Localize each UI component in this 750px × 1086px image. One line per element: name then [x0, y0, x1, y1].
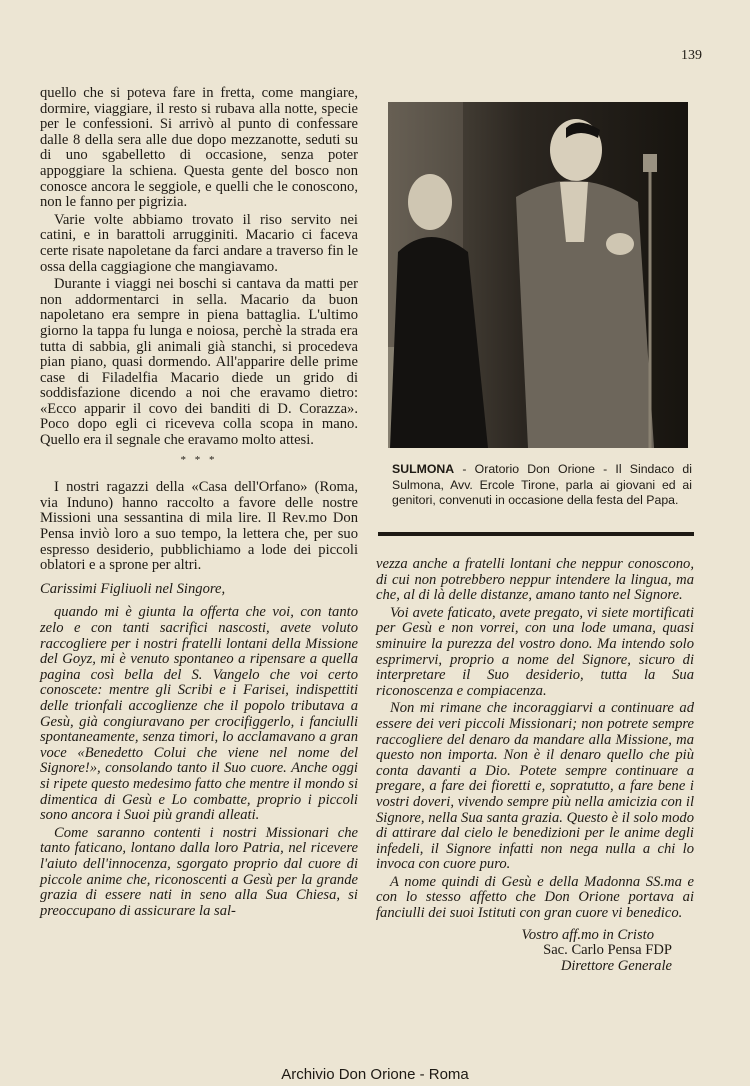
page-number: 139 [681, 48, 702, 63]
photo-caption [392, 462, 692, 509]
paragraph: Varie volte abbiamo trovato il riso servito nei catini, e in barattoli arrugginiti. Macario ci faceva certe risate napoletane da farci andare a traverso fin le ossa della caggiagione che mangiavamo. [40, 211, 358, 275]
left-column [40, 86, 358, 919]
right-column [376, 557, 694, 974]
letter-closing: Vostro aff.mo in Cristo [521, 926, 654, 943]
section-separator: * * * [180, 453, 218, 466]
letter-paragraph: quando mi è giunta la offerta che voi, con tanto zelo e con tanti sacrifici nascosti, avete voluto raccogliere per i nostri fratelli lontani della Missione del Goyz, mi è venuto spontaneo a ripensare a quella pagina così bella del S. Vangelo che voi certo conoscete: mentre gli Scribi e i Farisei, indispettiti delle trionfali accoglienze che il popolo tributava a Gesù, già congiuravano per crocifiggerlo, i fanciulli spontaneamente, senza timori, lo acclamavano a gran voce «Benedetto Colui che viene nel nome del Signore!», consolando tanto il Suo cuore. Anche oggi si ripete questo medesimo fatto che mentre il mondo si dimentica di Gesù e Lo combatte, proprio i piccoli sono ancora i Suoi più grandi alleati. [40, 604, 358, 824]
paragraph: quello che si poteva fare in fretta, come mangiare, dormire, viaggiare, il resto si rubava alla notte, specie per le confessioni. Si arrivò al punto di confessare dalle 8 della sera alle due dopo mezzanotte, seduti su di uno sgabelletto di occasione, senza poter appoggiare la schiena. Questa gente del bosco non conosce ancora le seggiole, e quelli che le conoscono, non le fanno per pigrizia. [40, 85, 358, 211]
section-divider [378, 532, 694, 536]
archive-footer: Archivio Don Orione - Roma [281, 1066, 469, 1083]
signature-name: Sac. Carlo Pensa FDP [543, 942, 672, 959]
letter-paragraph: Voi avete faticato, avete pregato, vi siete mortificati per Gesù e non vorrei, con una lode umana, quasi sminuire la purezza del vostro dono. Ma intendo solo esprimervi, proprio a nome del Signore, sicuro di interpretare il Suo desiderio, tutta la Sua riconoscenza e compiacenza. [376, 604, 694, 699]
paragraph: Durante i viaggi nei boschi si cantava da matti per non addormentarci in sella. Macario da buon napoletano era sempre in piena battaglia. L'ultimo giorno la tappa fu lunga e noiosa, perchè la strada era tutta di sabbia, gli animali già stanchi, si procedeva pian piano, quasi dormendo. All'apparire delle prime case di Filadelfia Macario diede un grido di soddisfazione dicendo a noi che eravamo dietro: «Ecco apparir il covo dei banditi di D. Corazza». Poco dopo egli ci riceveva colla scopa in mano. Quello era il segnale che eravamo molto attesi. [40, 276, 358, 449]
signature-block [376, 928, 694, 975]
caption-place: SULMONA [392, 462, 455, 476]
letter-paragraph: vezza anche a fratelli lontani che neppur conoscono, di cui non potrebbero neppur intendere la lingua, ma che, al di là delle distanze, amano tanto nel Signore. [376, 556, 694, 604]
photo-image [388, 102, 688, 448]
photo-sulmona [388, 102, 688, 448]
letter-paragraph: Come saranno contenti i nostri Missionari che tanto faticano, lontano dalla loro Patria, nel ricevere l'aiuto dell'innocenza, sgorgato proprio dal cuore di piccole anime che, riconoscenti a Gesù per la grande grazia di essere nati in seno alla Sua Chiesa, si preoccupano di assicurare la sal- [40, 824, 358, 919]
caption-text: - Oratorio Don Orione - Il Sindaco di Sulmona, Avv. Ercole Tirone, parla ai giovani ed ai genitori, convenuti in occasione della festa del Papa. [392, 462, 692, 508]
letter-paragraph: A nome quindi di Gesù e della Madonna SS.ma e con lo stesso affetto che Don Orione portava ai fanciulli dei suoi Istituti con gran cuore vi benedico. [376, 873, 694, 922]
letter-salutation: Carissimi Figliuoli nel Singore, [40, 580, 226, 597]
intro-paragraph: I nostri ragazzi della «Casa dell'Orfano» (Roma, via Induno) hanno raccolto a favore delle nostre Missioni una sessantina di mila lire. Il Rev.mo Don Pensa inviò loro a suo tempo, la lettera che, per suo espresso desiderio, pubblichiamo a lode dei piccoli oblatori e a sprone per altri. [40, 479, 358, 574]
signature-title: Direttore Generale [560, 957, 672, 974]
letter-paragraph: Non mi rimane che incoraggiarvi a continuare ad essere dei veri piccoli Missionari; non potrete sempre raccogliere del denaro da mandare alla Missione, ma questo non importa. Non è il denaro quello che più conta davanti a Dio. Potete sempre continuare a pregare, a fare dei fioretti e, sopratutto, a fare bene i vostri doveri, vivendo sempre più nella amicizia con il Signore, nella Sua santa grazia. Questo è il solo modo di attirare dal cielo le benedizioni per le anime degli infedeli, il Signore infatti non nega nulla a chi lo invoca con cuore puro. [376, 700, 694, 873]
